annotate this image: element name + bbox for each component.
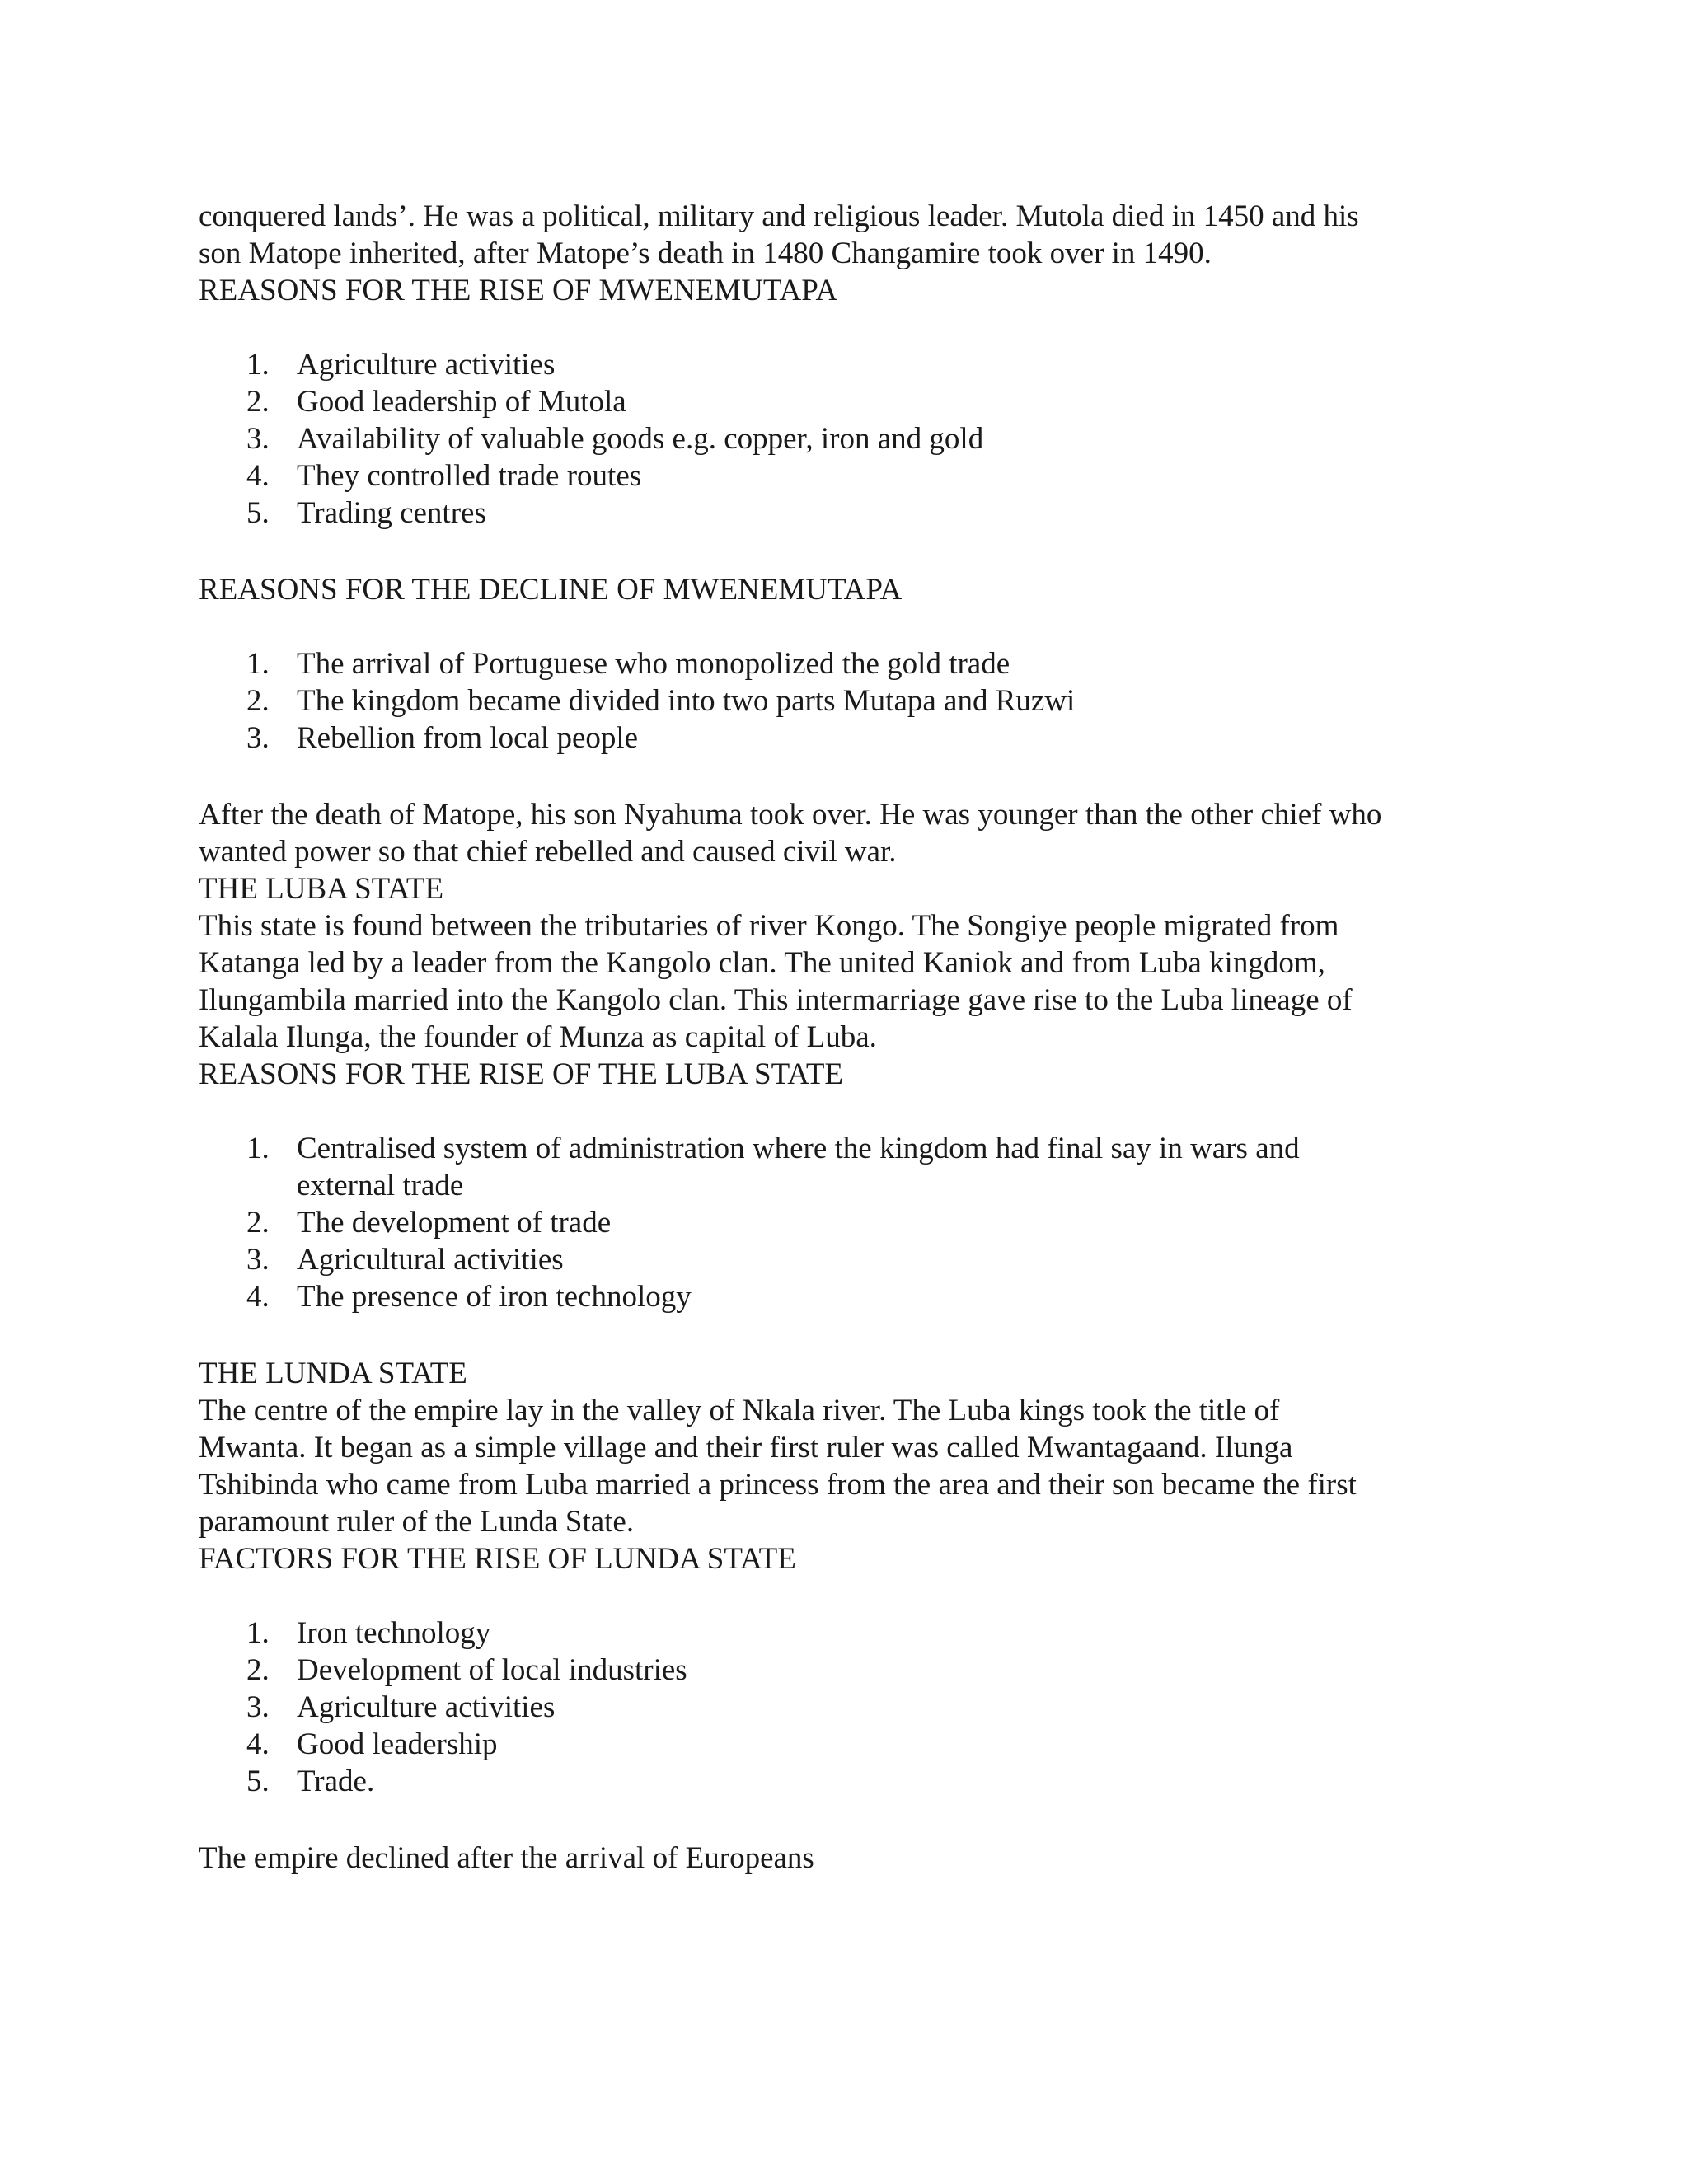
list-number: 5. bbox=[246, 496, 270, 530]
list-number: 3. bbox=[246, 1243, 270, 1277]
list-text: Agricultural activities bbox=[297, 1243, 564, 1277]
luba-state-heading: THE LUBA STATE bbox=[199, 872, 444, 906]
list-number: 1. bbox=[246, 1132, 270, 1165]
list-number: 2. bbox=[246, 684, 270, 718]
list-item bbox=[199, 420, 1484, 457]
list-item bbox=[199, 1763, 1484, 1800]
list-text-continued: external trade bbox=[297, 1169, 464, 1202]
list-text: Agriculture activities bbox=[297, 348, 556, 382]
list-text: The arrival of Portuguese who monopolized the gold trade bbox=[297, 647, 1010, 681]
list-text: Agriculture activities bbox=[297, 1690, 556, 1724]
paragraph-line: wanted power so that chief rebelled and caused civil war. bbox=[199, 835, 897, 869]
rise-luba-heading: REASONS FOR THE RISE OF THE LUBA STATE bbox=[199, 1057, 844, 1091]
paragraph-line: Kalala Ilunga, the founder of Munza as capital of Luba. bbox=[199, 1020, 877, 1054]
list-item bbox=[199, 457, 1484, 494]
list-text: The presence of iron technology bbox=[297, 1280, 692, 1314]
list-number: 4. bbox=[246, 459, 270, 493]
paragraph-line: Katanga led by a leader from the Kangolo clan. The united Kaniok and from Luba kingdom, bbox=[199, 946, 1325, 980]
list-item bbox=[199, 1652, 1484, 1689]
list-item bbox=[199, 346, 1484, 383]
list-number: 1. bbox=[246, 647, 270, 681]
list-item bbox=[199, 383, 1484, 420]
paragraph-line: paramount ruler of the Lunda State. bbox=[199, 1505, 635, 1539]
list-item bbox=[199, 682, 1484, 719]
list-number: 1. bbox=[246, 348, 270, 382]
paragraph-line: This state is found between the tributaries of river Kongo. The Songiye people migrated from bbox=[199, 909, 1339, 943]
list-text: Iron technology bbox=[297, 1616, 491, 1650]
list-text: Trade. bbox=[297, 1765, 375, 1798]
list-item bbox=[199, 1241, 1484, 1278]
rise-mwenemutapa-list bbox=[199, 346, 1484, 532]
list-item bbox=[199, 494, 1484, 532]
list-item bbox=[199, 1726, 1484, 1763]
decline-mwenemutapa-list bbox=[199, 645, 1484, 757]
list-number: 2. bbox=[246, 1206, 270, 1240]
list-text: The development of trade bbox=[297, 1206, 612, 1240]
list-text: Good leadership bbox=[297, 1727, 498, 1761]
closing-paragraph: The empire declined after the arrival of Europeans bbox=[199, 1841, 814, 1875]
list-item bbox=[199, 1130, 1484, 1204]
list-number: 3. bbox=[246, 721, 270, 755]
luba-paragraph bbox=[199, 907, 1484, 1056]
intro-line: son Matope inherited, after Matope’s death in 1480 Changamire took over in 1490. bbox=[199, 237, 1212, 270]
paragraph-line: The centre of the empire lay in the valley of Nkala river. The Luba kings took the title of bbox=[199, 1394, 1280, 1427]
rise-luba-list bbox=[199, 1130, 1484, 1315]
list-text: Trading centres bbox=[297, 496, 486, 530]
paragraph-line: After the death of Matope, his son Nyahuma took over. He was younger than the other chief who bbox=[199, 798, 1382, 832]
page-content bbox=[199, 198, 1484, 1877]
list-text: Rebellion from local people bbox=[297, 721, 639, 755]
list-number: 4. bbox=[246, 1727, 270, 1761]
paragraph-line: Mwanta. It began as a simple village and their first ruler was called Mwantagaand. Ilunga bbox=[199, 1431, 1293, 1465]
list-item bbox=[199, 1615, 1484, 1652]
after-matope-paragraph bbox=[199, 796, 1484, 870]
rise-lunda-heading: FACTORS FOR THE RISE OF LUNDA STATE bbox=[199, 1542, 796, 1576]
lunda-state-heading: THE LUNDA STATE bbox=[199, 1357, 467, 1390]
list-text: They controlled trade routes bbox=[297, 459, 642, 493]
list-number: 5. bbox=[246, 1765, 270, 1798]
list-item bbox=[199, 1204, 1484, 1241]
intro-paragraph bbox=[199, 198, 1484, 272]
list-number: 3. bbox=[246, 422, 270, 456]
list-number: 3. bbox=[246, 1690, 270, 1724]
paragraph-line: Tshibinda who came from Luba married a princess from the area and their son became the first bbox=[199, 1468, 1357, 1502]
list-item bbox=[199, 645, 1484, 682]
lunda-paragraph bbox=[199, 1392, 1484, 1540]
list-text: Good leadership of Mutola bbox=[297, 385, 626, 419]
list-number: 2. bbox=[246, 385, 270, 419]
intro-line: conquered lands’. He was a political, military and religious leader. Mutola died in 1450 and his bbox=[199, 199, 1359, 233]
list-number: 2. bbox=[246, 1653, 270, 1687]
decline-mwenemutapa-heading: REASONS FOR THE DECLINE OF MWENEMUTAPA bbox=[199, 573, 903, 607]
list-number: 4. bbox=[246, 1280, 270, 1314]
list-text: Centralised system of administration where the kingdom had final say in wars and bbox=[297, 1132, 1300, 1165]
list-text: Availability of valuable goods e.g. copper, iron and gold bbox=[297, 422, 984, 456]
list-text: The kingdom became divided into two parts Mutapa and Ruzwi bbox=[297, 684, 1076, 718]
list-text: Development of local industries bbox=[297, 1653, 687, 1687]
rise-mwenemutapa-heading: REASONS FOR THE RISE OF MWENEMUTAPA bbox=[199, 274, 838, 307]
list-number: 1. bbox=[246, 1616, 270, 1650]
paragraph-line: Ilungambila married into the Kangolo clan. This intermarriage gave rise to the Luba lineage of bbox=[199, 983, 1353, 1017]
list-item bbox=[199, 1689, 1484, 1726]
list-item bbox=[199, 719, 1484, 757]
rise-lunda-list bbox=[199, 1615, 1484, 1800]
list-item bbox=[199, 1278, 1484, 1315]
